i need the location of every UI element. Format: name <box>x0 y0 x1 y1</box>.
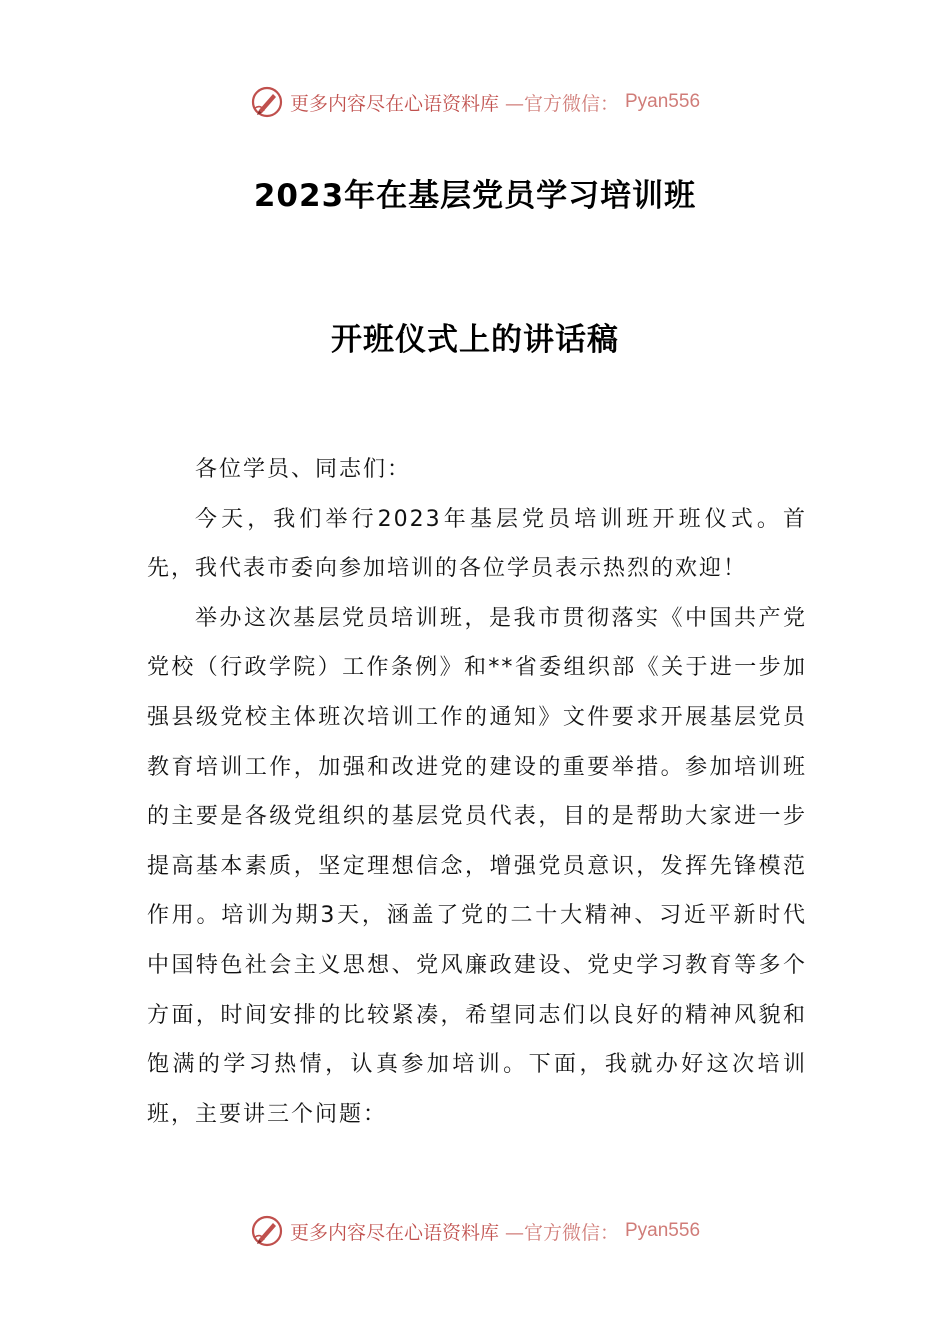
paragraph-1: 今天，我们举行2023年基层党员培训班开班仪式。首先，我代表市委向参加培训的各位学员表示热烈的欢迎！ <box>147 506 807 582</box>
pen-logo-icon <box>250 85 284 119</box>
salutation: 各位学员、同志们： <box>195 457 412 482</box>
speech-body <box>147 445 807 1139</box>
watermark-main-text: 更多内容尽在心语资料库 <box>289 92 499 115</box>
footer-watermark <box>0 1211 950 1251</box>
header-watermark <box>0 82 950 122</box>
document-title-line-2: 开班仪式上的讲话稿 <box>331 322 619 358</box>
document-title-line-1: 2023年在基层党员学习培训班 <box>253 178 697 214</box>
watermark-main-text: 更多内容尽在心语资料库 <box>289 1221 499 1244</box>
watermark-side-text: —官方微信： <box>504 92 619 115</box>
watermark-side-text: —官方微信： <box>504 1221 619 1244</box>
watermark-wechat-id: Pyan556 <box>625 91 701 112</box>
paragraph-2: 举办这次基层党员培训班，是我市贯彻落实《中国共产党党校（行政学院）工作条例》和**省委组织部《关于进一步加强县级党校主体班次培训工作的通知》文件要求开展基层党员教育培训工作，加强和改进党的建设的重要举措。参加培训班的主要是各级党组织的基层党员代表，目的是帮助大家进一步提高基本素质，坚定理想信念，增强党员意识，发挥先锋模范作用。培训为期3天，涵盖了党的二十大精神、习近平新时代中国特色社会主义思想、党风廉政建设、党史学习教育等多个方面，时间安排的比较紧凑，希望同志们以良好的精神风貌和饱满的学习热情，认真参加培训。下面，我就办好这次培训班，主要讲三个问题： <box>147 605 807 1127</box>
watermark-wechat-id: Pyan556 <box>625 1220 701 1241</box>
pen-logo-icon <box>250 1214 284 1248</box>
